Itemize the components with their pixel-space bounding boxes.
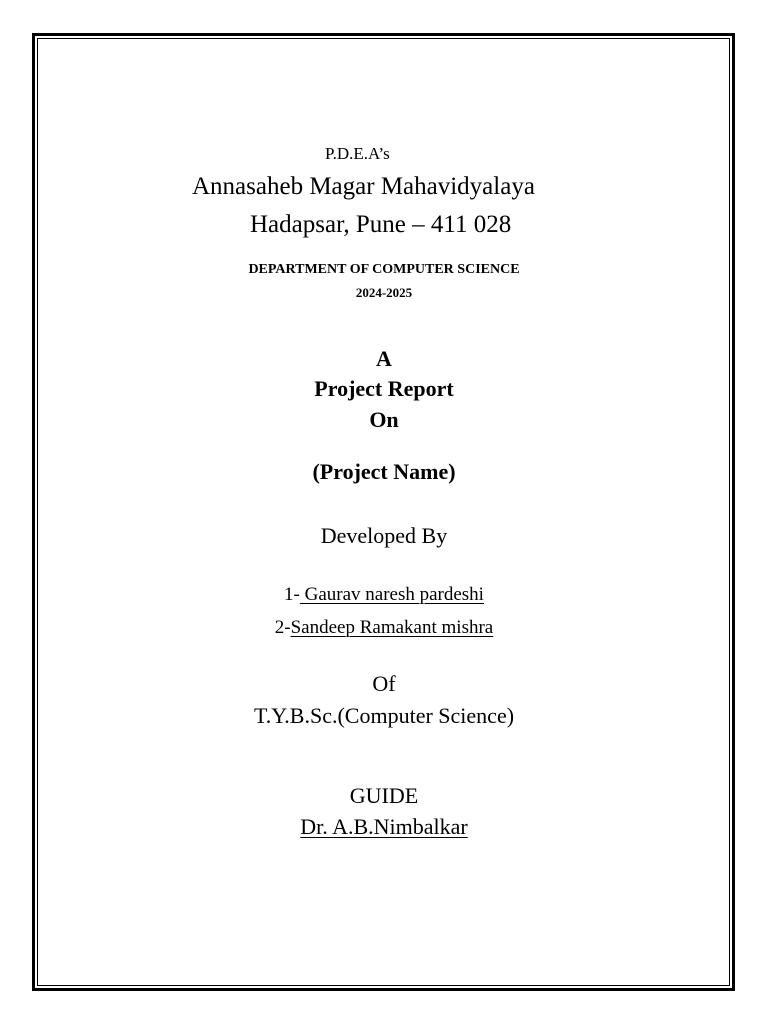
developer-number: 2-: [274, 617, 291, 638]
course-name: T.Y.B.Sc.(Computer Science): [253, 703, 515, 728]
title-line-a: A: [376, 346, 392, 371]
developer-item: [0, 584, 768, 606]
org-name: P.D.E.A’s: [325, 144, 390, 163]
college-name: Annasaheb Magar Mahavidyalaya: [192, 173, 535, 200]
guide-name: Dr. A.B.Nimbalkar: [300, 814, 468, 839]
developer-name: Sandeep Ramakant mishra: [290, 617, 494, 638]
title-on: On: [369, 407, 399, 432]
project-name: (Project Name): [312, 459, 456, 484]
department-name: DEPARTMENT OF COMPUTER SCIENCE: [248, 262, 520, 277]
guide-heading: GUIDE: [349, 783, 419, 808]
developed-by-heading: Developed By: [320, 523, 448, 548]
of-label: Of: [372, 671, 396, 696]
title-project-report: Project Report: [314, 376, 454, 401]
developer-item: [0, 617, 768, 639]
academic-year: 2024-2025: [355, 285, 413, 300]
guide-line: [0, 814, 768, 840]
developer-name: Gaurav naresh pardeshi: [299, 584, 484, 605]
developer-number: 1-: [284, 584, 300, 605]
college-address: Hadapsar, Pune – 411 028: [250, 211, 512, 238]
